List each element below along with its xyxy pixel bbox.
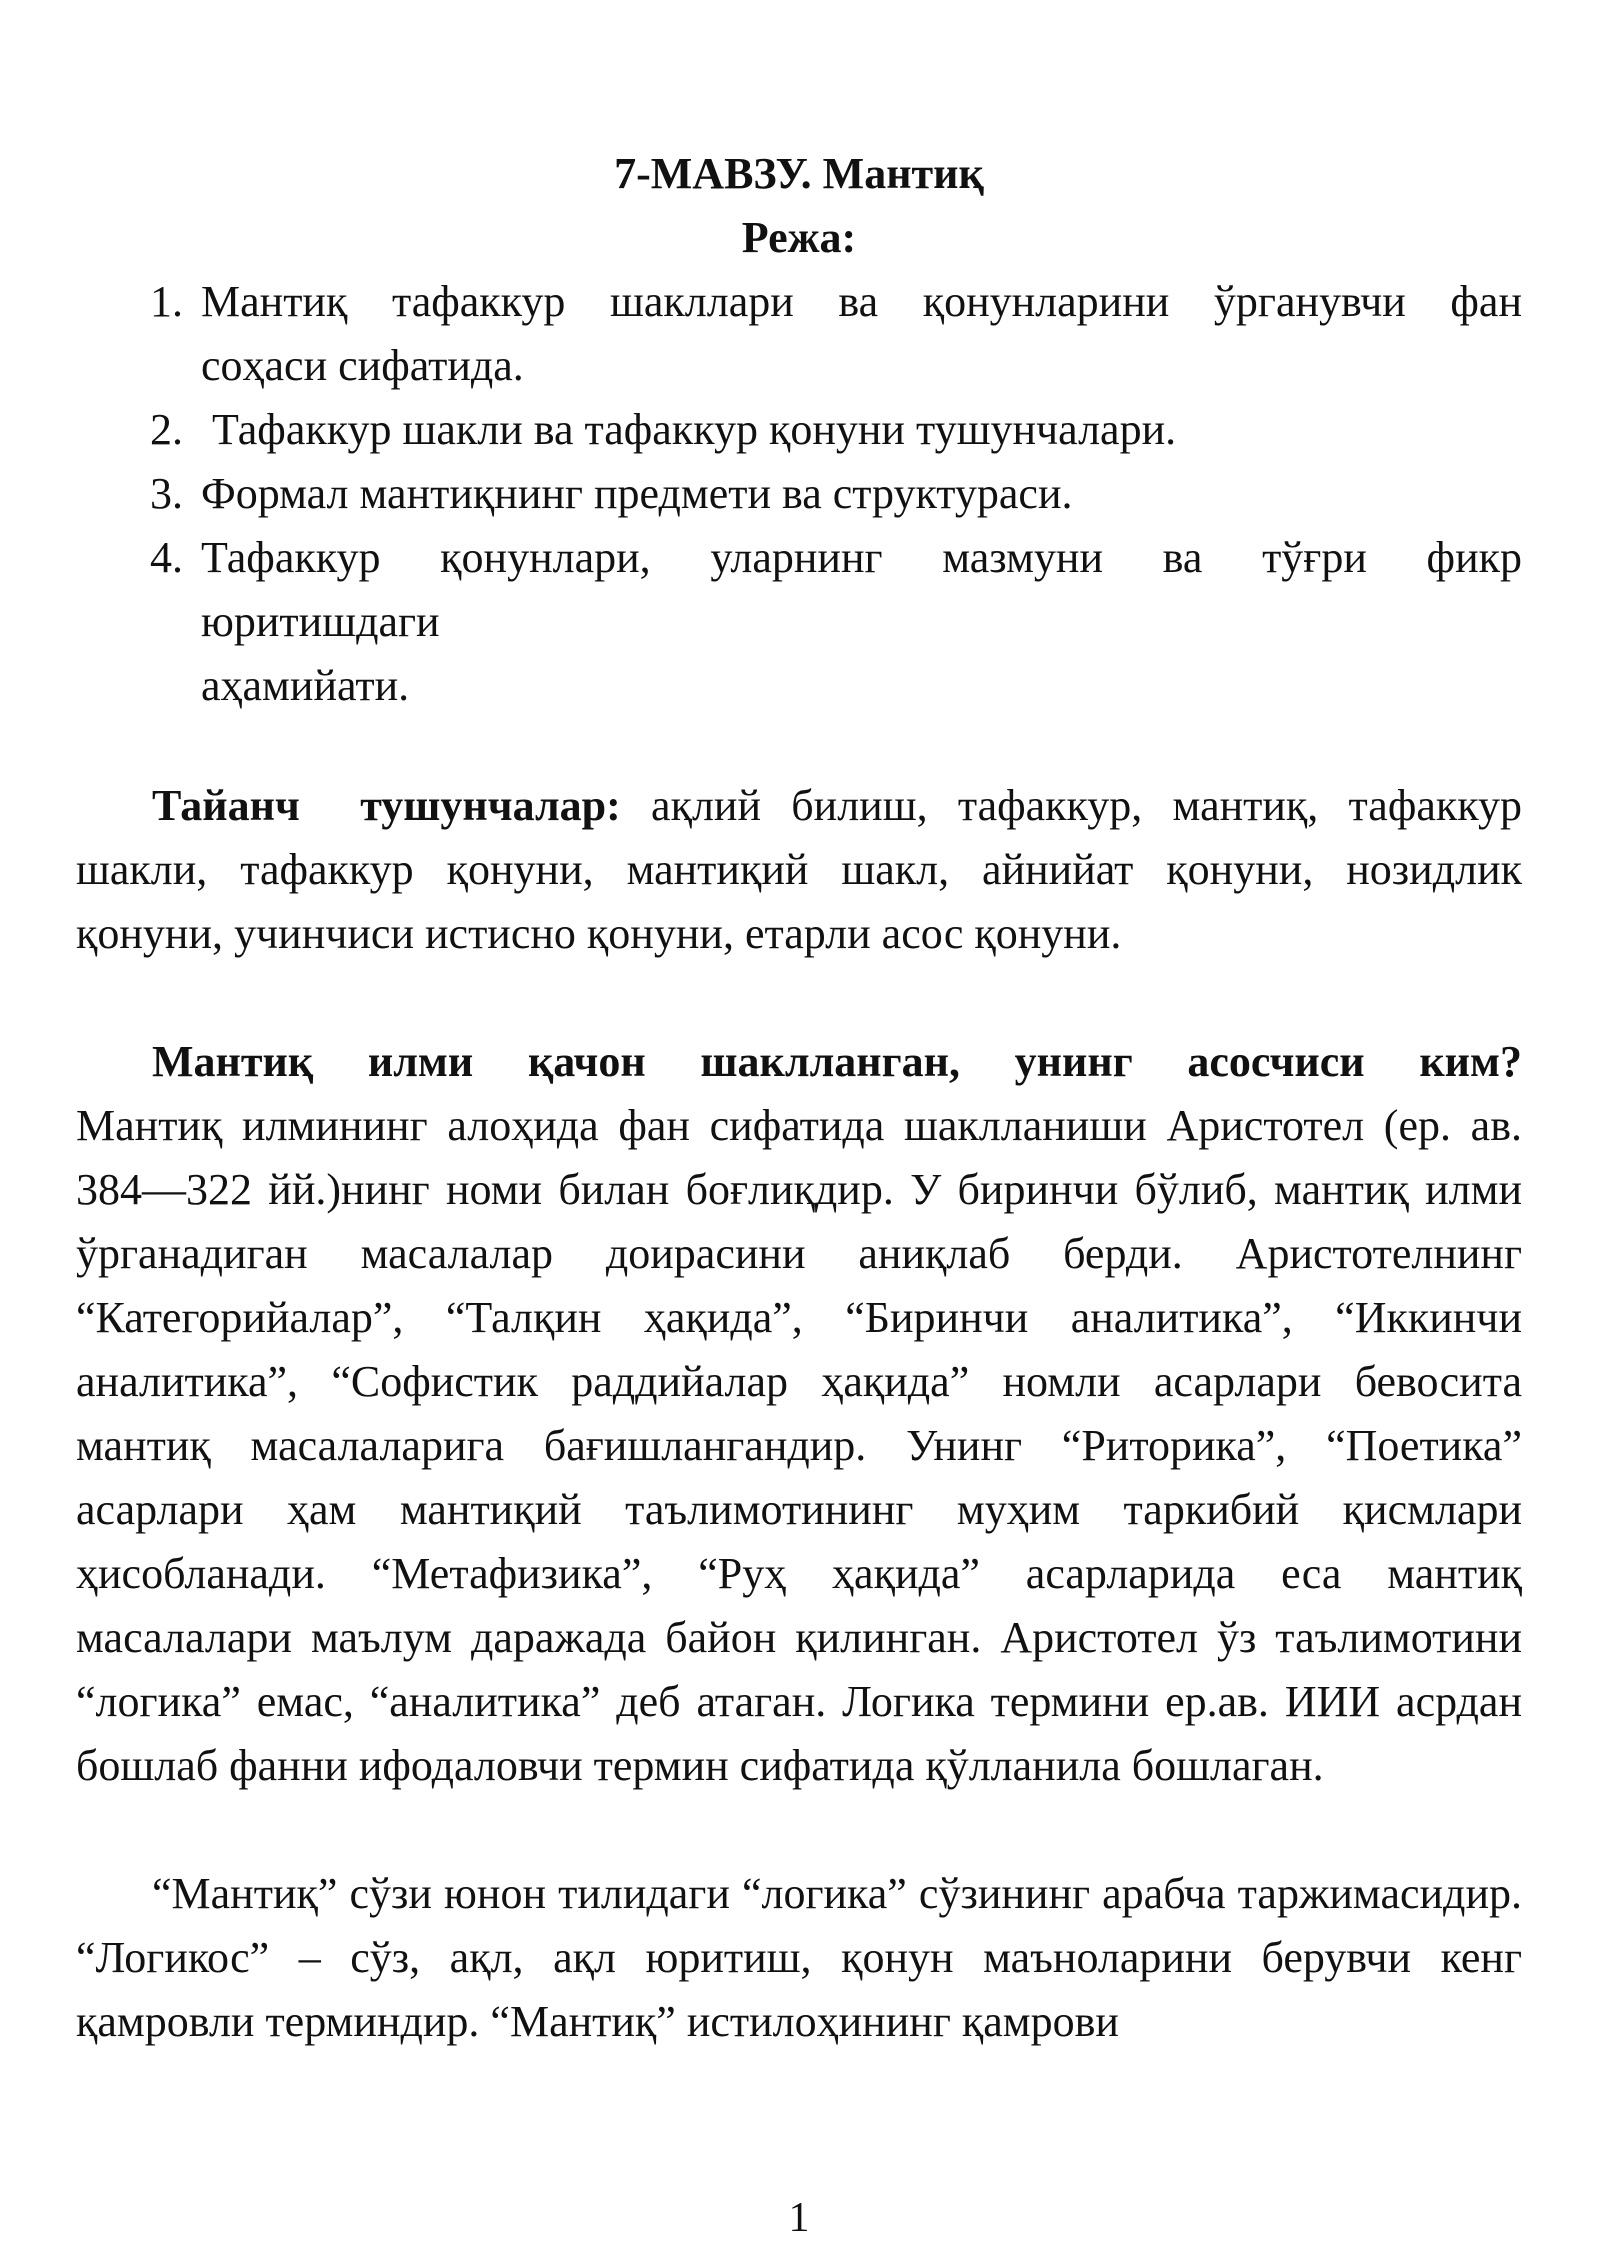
plan-item-text: Формал мантиқнинг предмети ва структураси. [201, 469, 1073, 518]
key-concepts-paragraph [76, 774, 1522, 966]
plan-item-number: 4. [150, 533, 183, 582]
plan-item-text: Тафаккур шакли ва тафаккур қонуни тушунчалари. [201, 405, 1177, 454]
plan-heading: Режа: [741, 213, 857, 262]
body-paragraph: “Мантиқ” сўзи юнон тилидаги “логика” сўзининг арабча таржимасидир. “Логикос” – сўз, ақл, ақл юритиш, қонун маъноларини берувчи кенг қамровли терминдир. “Мантиқ” истилоҳининг қамрови [76, 1869, 1522, 2046]
plan-item-line: аҳамийати. [201, 661, 410, 710]
plan-item-number: 2. [150, 405, 183, 454]
plan-item [76, 270, 1522, 398]
key-concepts-label: Тайанч тушунчалар: [152, 781, 621, 830]
document-page [76, 0, 1522, 2262]
plan-item-line: юритишдаги [201, 597, 440, 646]
key-concepts-text: ақлий билиш, тафаккур, мантиқ, тафаккур шакли, тафаккур қонуни, мантиқий шакл, айнийат қонуни, нозидлик қонуни, учинчиси истисно қонуни, етарли асос қонуни. [76, 781, 1523, 958]
plan-item-line: Мантиқ тафаккур шакллари ва қонунларини ўрганувчи фан [201, 277, 1522, 326]
plan-list [76, 270, 1522, 718]
plan-item [76, 462, 1522, 526]
question-heading: Мантиқ илми қачон шаклланган, унинг асосчиси ким? [152, 1037, 1522, 1086]
plan-item-line: соҳаси сифатида. [201, 341, 524, 390]
plan-item-number: 3. [150, 469, 183, 518]
page-number: 1 [788, 2195, 810, 2241]
page-title: 7-МАВЗУ. Мантиқ [614, 149, 984, 198]
plan-item [76, 398, 1522, 462]
body-paragraph: Мантиқ илмининг алоҳида фан сифатида шаклланиши Аристотел (ер. ав. 384—322 йй.)нинг номи билан боғлиқдир. У биринчи бўлиб, мантиқ илми ўрганадиган масалалар доирасини аниқлаб берди. Аристотелнинг “Категорийалар”, “Талқин ҳақида”, “Биринчи аналитика”, “Иккинчи аналитика”, “Софистик раддийалар ҳақида” номли асарлари бевосита мантиқ масалаларига бағишлангандир. Унинг “Риторика”, “Поетика” асарлари ҳам мантиқий таълимотининг муҳим таркибий қисмлари ҳисобланади. “Метафизика”, “Руҳ ҳақида” асарларида еса мантиқ масалалари маълум даражада байон қилинган. Аристотел ўз таълимотини “логика” емас, “аналитика” деб атаган. Логика термини ер.ав. ИИИ асрдан бошлаб фанни ифодаловчи термин сифатида қўлланила бошлаган. [76, 1101, 1522, 1790]
plan-item [76, 526, 1522, 718]
plan-item-line: Тафаккур қонунлари, уларнинг мазмуни ва тўғри фикр [201, 533, 1522, 582]
plan-item-number: 1. [150, 277, 183, 326]
question-section [76, 1030, 1522, 1798]
